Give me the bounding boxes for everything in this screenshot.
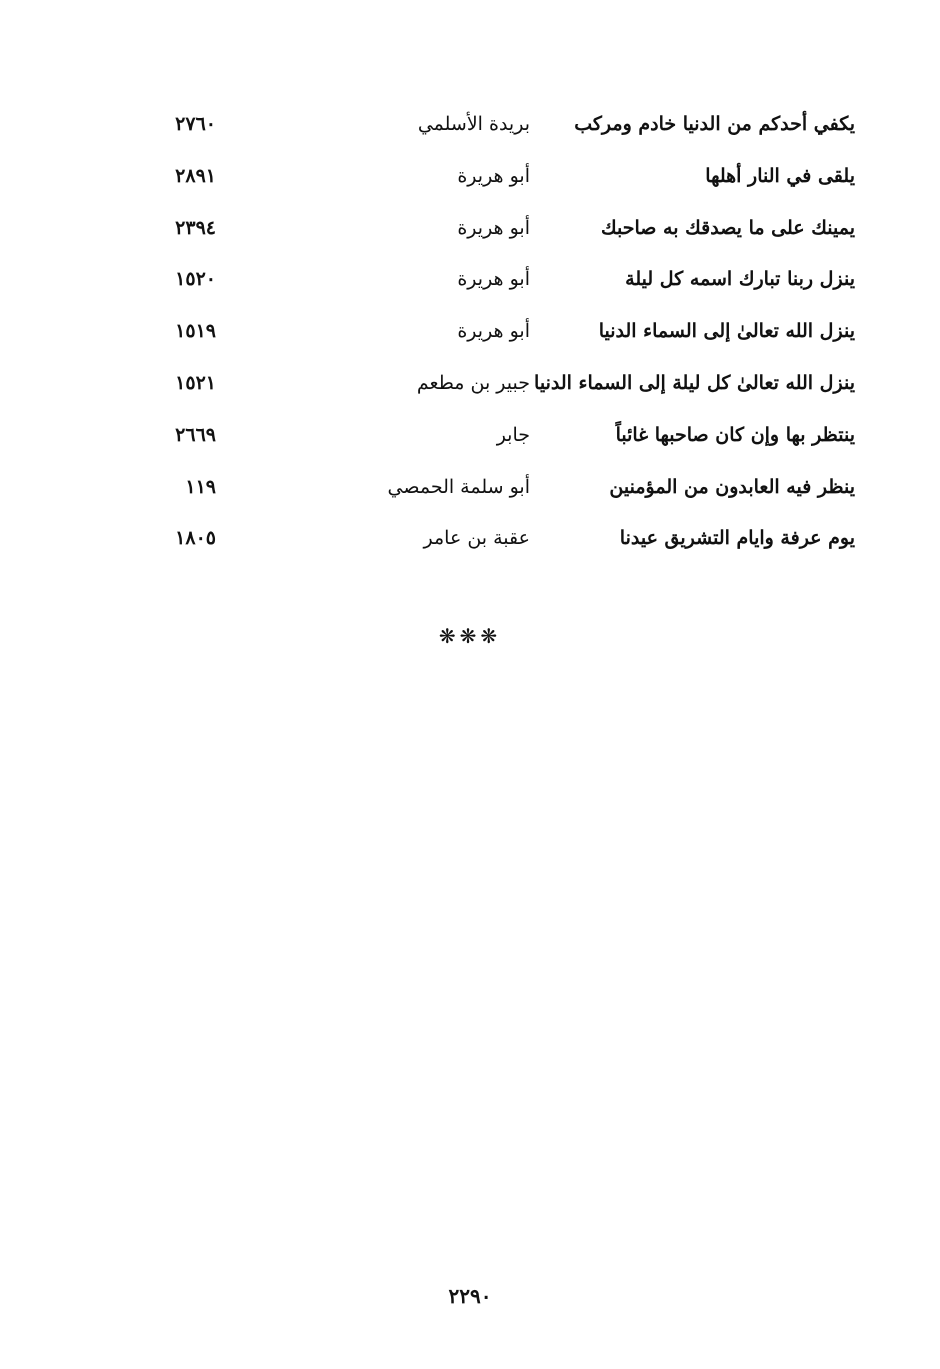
hadith-text: يكفي أحدكم من الدنيا خادم ومركب: [574, 113, 855, 135]
hadith-text: ينتظر بها وإن كان صاحبها غائباً: [615, 423, 855, 446]
narrator-name: أبو هريرة: [457, 164, 530, 187]
table-row: [120, 259, 860, 311]
table-row: [120, 415, 860, 467]
table-row: [120, 208, 860, 260]
table-row: [120, 311, 860, 363]
hadith-text: ينزل ربنا تبارك اسمه كل ليلة: [625, 268, 855, 291]
table-row: [120, 104, 860, 156]
table-row: [120, 467, 860, 519]
hadith-number: ٢٧٦٠: [175, 113, 216, 135]
table-row: [120, 518, 860, 570]
narrator-name: أبو سلمة الحمصي: [387, 475, 530, 498]
hadith-text: ينزل الله تعالىٰ إلى السماء الدنيا: [598, 320, 855, 343]
hadith-number: ٢٨٩١: [175, 164, 216, 187]
narrator-name: جبير بن مطعم: [416, 371, 530, 394]
hadith-text: ينزل الله تعالىٰ كل ليلة إلى السماء الدنيا: [534, 371, 855, 394]
narrator-name: عقبة بن عامر: [423, 527, 530, 550]
hadith-number: ٢٦٦٩: [175, 423, 216, 446]
hadith-index-table: [120, 104, 860, 570]
narrator-name: أبو هريرة: [457, 320, 530, 343]
hadith-text: يلقى في النار أهلها: [705, 164, 855, 187]
hadith-number: ٢٣٩٤: [175, 216, 216, 239]
hadith-number: ١٥١٩: [175, 320, 216, 343]
hadith-number: ١٨٠٥: [175, 527, 216, 550]
narrator-name: جابر: [496, 423, 530, 446]
hadith-text: يمينك على ما يصدقك به صاحبك: [601, 216, 855, 239]
hadith-text: ينظر فيه العابدون من المؤمنين: [609, 475, 855, 498]
hadith-number: ١٥٢٠: [175, 268, 216, 291]
narrator-name: أبو هريرة: [457, 268, 530, 291]
table-row: [120, 363, 860, 415]
narrator-name: أبو هريرة: [457, 216, 530, 239]
hadith-number: ١١٩: [185, 475, 216, 498]
table-row: [120, 156, 860, 208]
hadith-number: ١٥٢١: [175, 371, 216, 394]
page-number: ٢٢٩٠: [448, 1284, 492, 1308]
section-divider: ❋❋❋: [438, 624, 502, 648]
narrator-name: بريدة الأسلمي: [417, 113, 530, 135]
hadith-text: يوم عرفة وايام التشريق عيدنا: [619, 527, 855, 550]
